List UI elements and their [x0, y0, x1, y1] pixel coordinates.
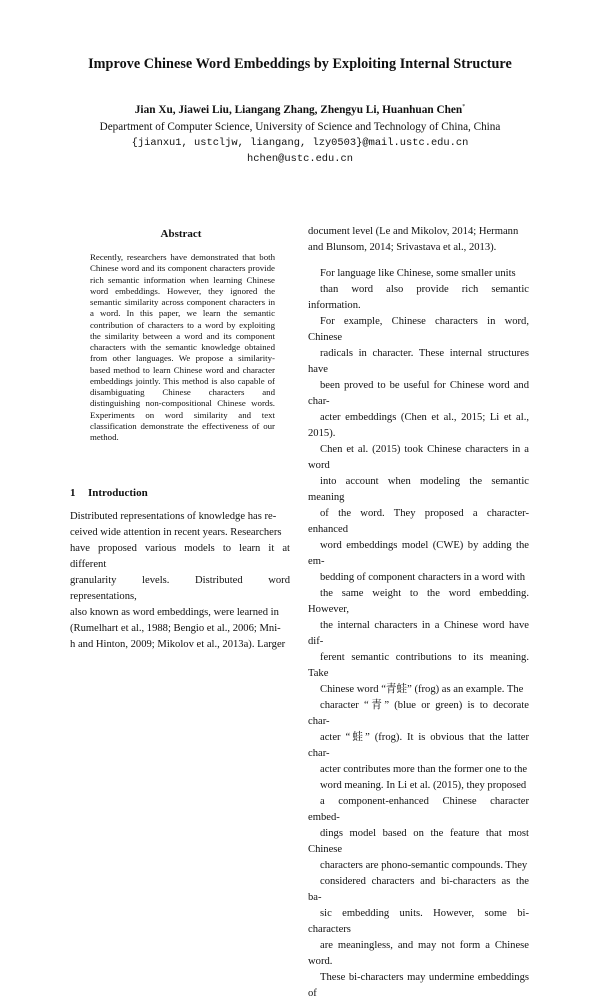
- text-line: acter contributes more than the former one to the: [320, 764, 528, 775]
- introduction-text: [70, 509, 290, 653]
- text-line: acter “蛙” (frog). It is obvious that the latter char-: [308, 732, 529, 759]
- text-line: (Rumelhart et al., 1988; Bengio et al., 2006; Mni-: [70, 623, 281, 634]
- text-line: the internal characters in a Chinese word have dif-: [308, 620, 529, 647]
- email-line-1: {jianxu1, ustcljw, liangang, lzy0503}@mail.ustc.edu.cn: [131, 137, 469, 149]
- text-line: the same weight to the word embedding. However,: [308, 588, 529, 615]
- text-line: than word also provide rich semantic information.: [308, 284, 529, 311]
- affiliation: Department of Computer Science, University of Science and Technology of China, China: [99, 121, 501, 133]
- text-line: document level (Le and Mikolov, 2014; Hermann: [308, 226, 519, 237]
- text-line: For example, Chinese characters in word, Chinese: [308, 316, 529, 343]
- text-line: bedding of component characters in a word with: [320, 572, 526, 583]
- text-line: been proved to be useful for Chinese word and char-: [308, 380, 529, 407]
- text-line: sic embedding units. However, some bi-characters: [308, 908, 529, 935]
- text-line: ceived wide attention in recent years. Researchers: [70, 527, 282, 538]
- text-line: granularity levels. Distributed word representations,: [70, 575, 290, 602]
- text-line: and Blunsom, 2014; Srivastava et al., 2013).: [308, 242, 497, 253]
- author-names: Jian Xu, Jiawei Liu, Liangang Zhang, Zhengyu Li, Huanhuan Chen: [134, 104, 463, 116]
- text-line: a component-enhanced Chinese character embed-: [308, 796, 529, 823]
- text-line: dings model based on the feature that most Chinese: [308, 828, 529, 855]
- text-line: characters are phono-semantic compounds. They: [320, 860, 528, 871]
- text-line: of the word. They proposed a character-enhanced: [308, 508, 529, 535]
- text-line: acter embeddings (Chen et al., 2015; Li et al., 2015).: [308, 412, 529, 439]
- text-line: are meaningless, and may not form a Chinese word.: [308, 940, 529, 967]
- abstract-heading: Abstract: [160, 228, 202, 240]
- section-number: 1: [70, 487, 76, 499]
- corresponding-author-mark: *: [462, 104, 466, 111]
- text-line: radicals in character. These internal structures have: [308, 348, 529, 375]
- text-line: also known as word embeddings, were learned in: [70, 607, 279, 618]
- section-title: Introduction: [88, 487, 148, 499]
- paper-title: Improve Chinese Word Embeddings by Exploiting Internal Structure: [88, 56, 512, 72]
- text-line: considered characters and bi-characters as the ba-: [308, 876, 529, 903]
- text-line: Chen et al. (2015) took Chinese characters in a word: [308, 444, 529, 471]
- right-column-text: [308, 224, 529, 1002]
- text-line: ferent semantic contributions to its meaning. Take: [308, 652, 529, 679]
- text-line: These bi-characters may undermine embeddings of: [308, 972, 529, 999]
- abstract-text: Recently, researchers have demonstrated that both Chinese word and its component characters provide rich semantic information when learning Chinese word embeddings. However, they ignored the semantic similarity across component characters in a word. In this paper, we learn the semantic contribution of characters to a word by exploiting the similarity between a word and its component characters with the semantic knowledge obtained from other languages. We propose a similarity-based method to learn Chinese word and character embeddings jointly. This method is also capable of disambiguating Chinese characters and distinguishing non-compositional Chinese words. Experiments on word similarity and text classification demonstrate the effectiveness of our method.: [90, 252, 275, 442]
- text-line: word meaning. In Li et al. (2015), they proposed: [320, 780, 527, 791]
- text-line: Distributed representations of knowledge has re-: [70, 511, 277, 522]
- text-line: h and Hinton, 2009; Mikolov et al., 2013a). Larger: [70, 639, 286, 650]
- paragraph-continued: [308, 224, 529, 256]
- paragraph-chinese-units: [308, 266, 529, 1002]
- email-line-2: hchen@ustc.edu.cn: [246, 153, 353, 165]
- text-line: into account when modeling the semantic meaning: [308, 476, 529, 503]
- author-list: [0, 104, 600, 116]
- text-line: Chinese word “青蛙” (frog) as an example. The: [320, 684, 524, 695]
- text-line: have proposed various models to learn it at different: [70, 543, 290, 570]
- text-line: word embeddings model (CWE) by adding the em-: [308, 540, 529, 567]
- text-line: character “青” (blue or green) is to decorate char-: [308, 700, 529, 727]
- text-line: For language like Chinese, some smaller units: [320, 268, 516, 279]
- introduction-heading: [70, 487, 148, 499]
